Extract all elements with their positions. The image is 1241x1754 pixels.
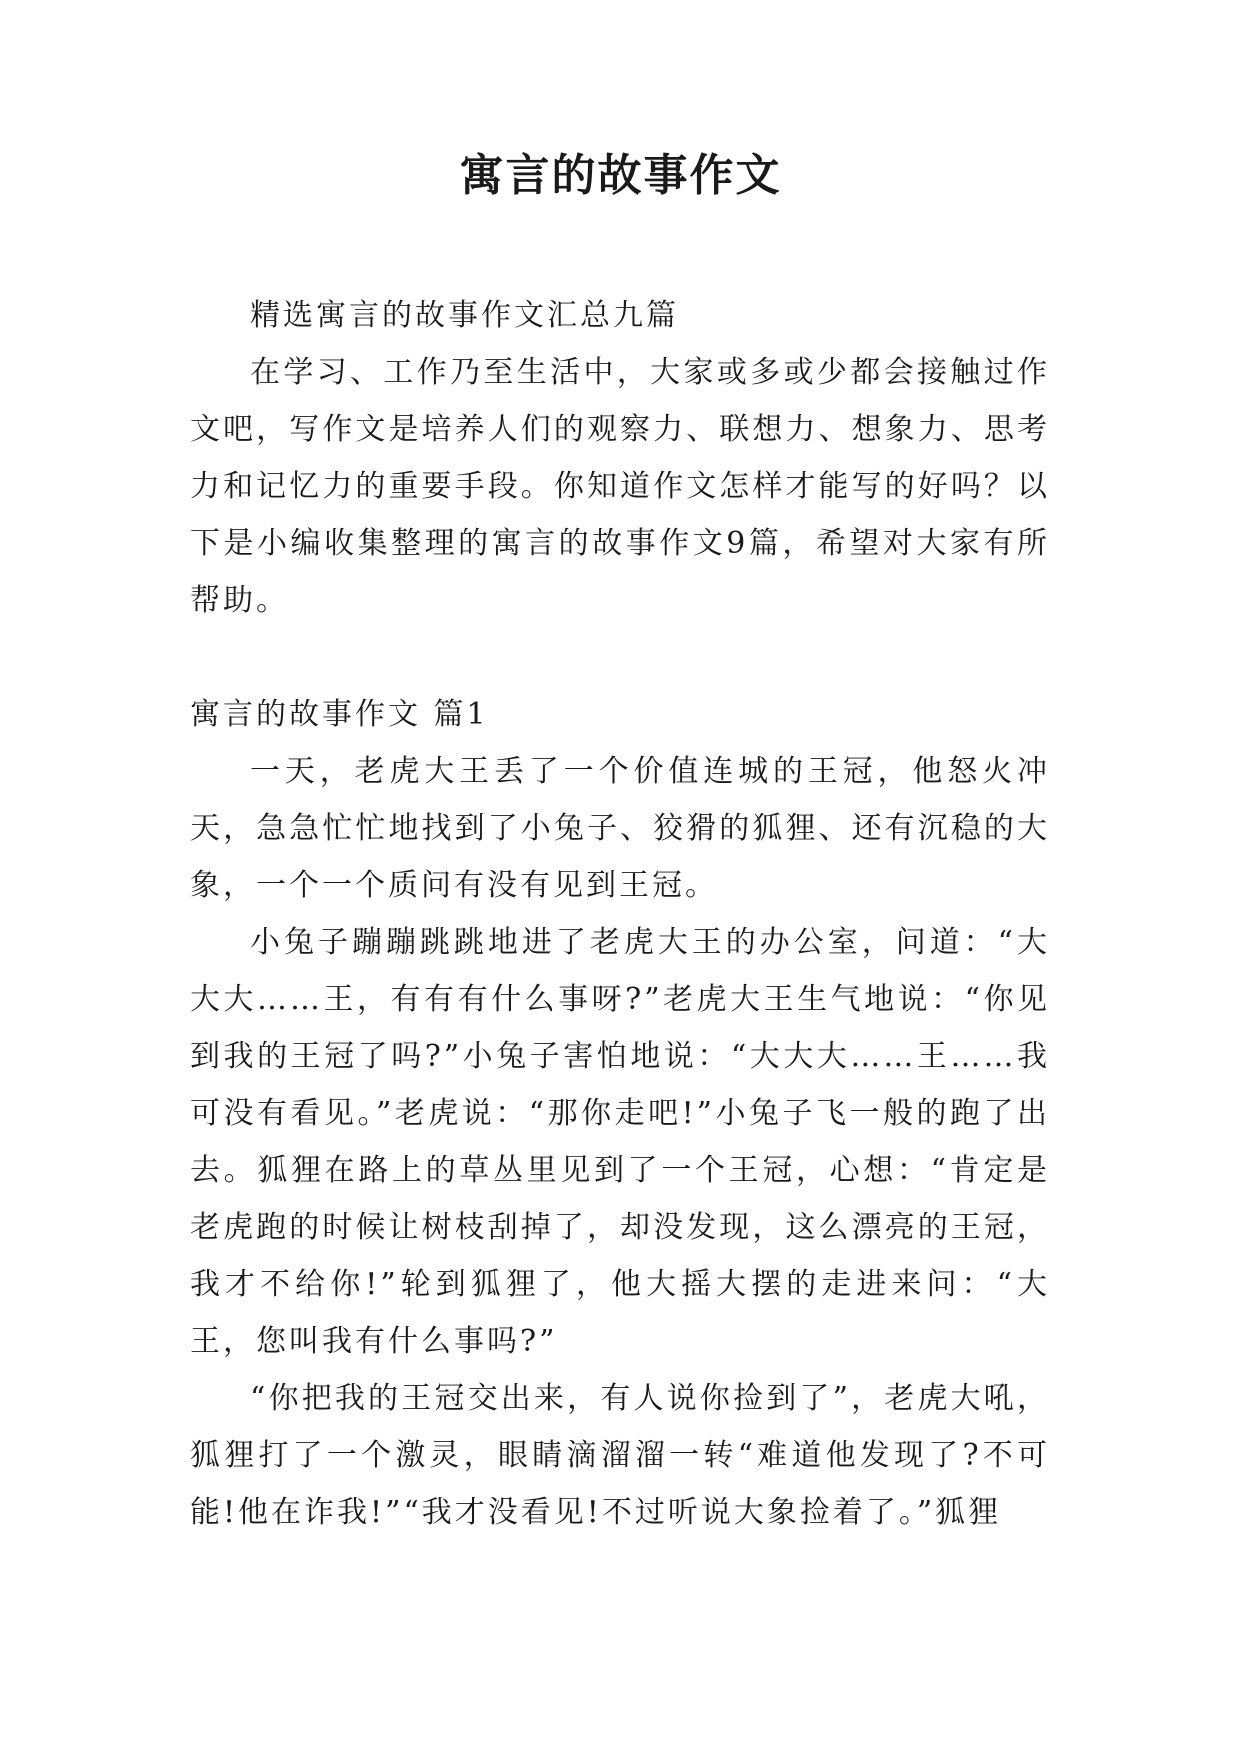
story-paragraph: 小兔子蹦蹦跳跳地进了老虎大王的办公室，问道：“大大大……王，有有有什么事呀?”老虎大王生气地说：“你见到我的王冠了吗?”小兔子害怕地说：“大大大……王……我可没有看见。”老虎说：“那你走吧!”小兔子飞一般的跑了出去。狐狸在路上的草丛里见到了一个王冠，心想：“肯定是老虎跑的时候让树枝刮掉了，却没发现，这么漂亮的王冠，我才不给你!”轮到狐狸了，他大摇大摆的走进来问：“大王，您叫我有什么事吗?”: [190, 925, 1050, 1359]
intro-paragraph: 在学习、工作乃至生活中，大家或多或少都会接触过作文吧，写作文是培养人们的观察力、联想力、想象力、思考力和记忆力的重要手段。你知道作文怎样才能写的好吗？以下是小编收集整理的寓言的故事作文9篇，希望对大家有所帮助。: [190, 355, 1050, 618]
story-paragraph: “你把我的王冠交出来，有人说你捡到了”，老虎大吼，狐狸打了一个激灵，眼睛滴溜溜一转“难道他发现了?不可能!他在诈我!”“我才没看见!不过听说大象捡着了。”狐狸: [190, 1381, 1050, 1530]
story-paragraph: 一天，老虎大王丢了一个价值连城的王冠，他怒火冲天，急急忙忙地找到了小兔子、狡猾的狐狸、还有沉稳的大象，一个一个质问有没有见到王冠。: [190, 754, 1050, 903]
document-title: 寓言的故事作文: [459, 150, 782, 201]
section-heading: 寓言的故事作文 篇1: [190, 697, 489, 732]
document-subtitle: 精选寓言的故事作文汇总九篇: [250, 298, 679, 333]
document-body: [190, 287, 1050, 1541]
